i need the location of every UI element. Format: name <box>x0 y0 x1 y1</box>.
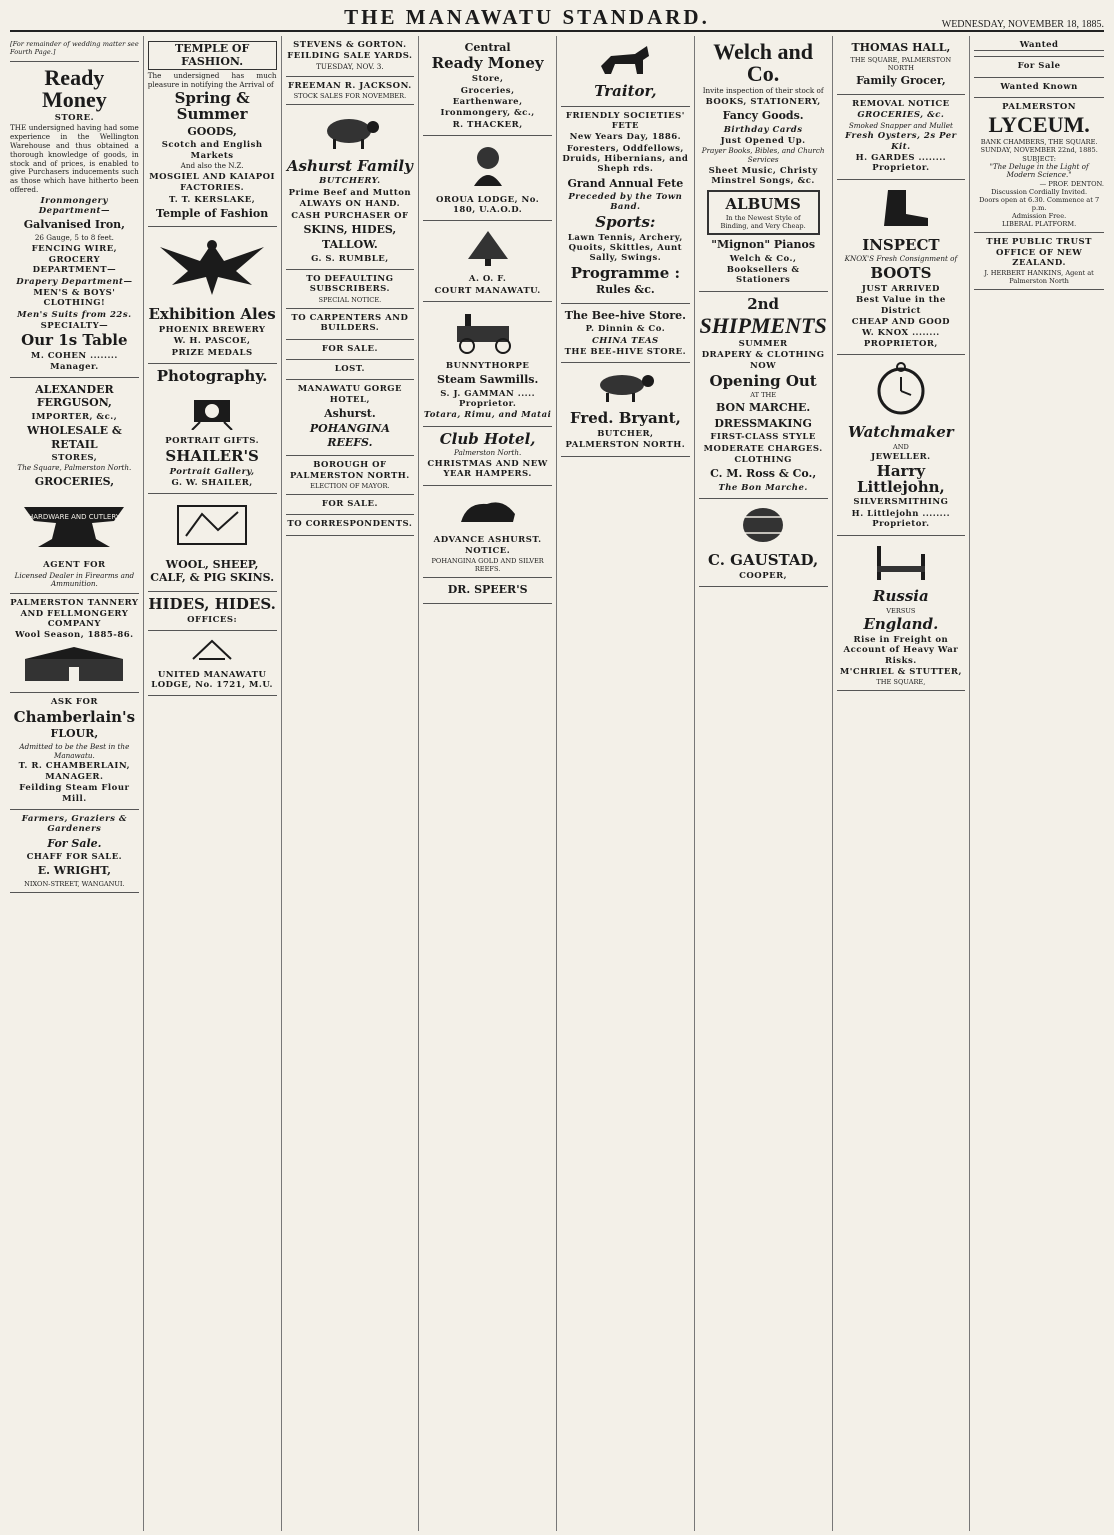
steam-sawmills: Steam Sawmills. <box>436 373 539 387</box>
foresters: Foresters, Oddfellows, Druids, Hibernians, and Sheph rds. <box>562 143 689 175</box>
exhibition-ales: Exhibition Ales <box>148 305 276 324</box>
groceries-2: Groceries, <box>460 85 515 96</box>
traitor-ad <box>561 36 690 107</box>
gorge-ashurst: Ashurst. <box>324 406 376 420</box>
shailer-name: G. W. SHAILER, <box>171 477 253 488</box>
dr-speer: DR. SPEER'S <box>447 583 528 597</box>
admitted-best: Admitted to be the Best in the Manawatu. <box>19 741 130 760</box>
lodge-heading: UNITED MANAWATU LODGE, No. 1721, M.U. <box>151 669 273 691</box>
at-the: AT THE <box>750 391 777 400</box>
tannery-heading: PALMERSTON TANNERY AND FELLMONGERY COMPANY <box>10 598 139 629</box>
traitor: Traitor, <box>594 81 657 100</box>
knox-ad <box>837 180 966 355</box>
column-4 <box>419 36 557 1531</box>
store-2: Store, <box>471 74 504 85</box>
deluge: "The Deluge in the Light of Modern Science." <box>989 161 1089 180</box>
gaustad-ad <box>699 499 828 587</box>
flour-heading: FLOUR, <box>50 727 99 741</box>
programme: Programme : <box>570 263 681 282</box>
ferguson-importer: IMPORTER, &c., <box>31 411 118 422</box>
removal-notice: REMOVAL NOTICE <box>852 98 950 109</box>
wanted-known-heading: Wanted Known <box>1000 81 1078 92</box>
steam-engine-icon <box>443 308 533 354</box>
column-7 <box>833 36 971 1531</box>
photography-ad <box>148 364 277 494</box>
books-stationery: BOOKS, STATIONERY, <box>705 96 821 107</box>
boot-icon <box>866 186 936 230</box>
harry-littlejohn: Harry Littlejohn, <box>856 461 945 496</box>
temple-heading: TEMPLE OF FASHION. <box>148 41 277 70</box>
portrait-gifts: PORTRAIT GIFTS. <box>165 436 260 447</box>
camera-icon <box>182 390 242 430</box>
cooper: COOPER, <box>739 570 788 581</box>
pocket-watch-icon <box>866 361 936 417</box>
advance-notice: NOTICE. <box>465 545 511 556</box>
discussion: Discussion Cordially Invited. <box>991 188 1088 197</box>
totara: Totara, Rimu, and Matai <box>423 410 552 421</box>
also-nz: And also the N.Z. <box>180 161 244 170</box>
exhibition-ad <box>148 227 277 364</box>
newspaper-title: THE MANAWATU STANDARD. <box>344 5 710 29</box>
cheap-good: CHEAP AND GOOD <box>851 316 951 327</box>
anvil-icon <box>14 493 134 553</box>
wool-heading: WOOL, SHEEP, CALF, & PIG SKINS. <box>150 558 275 585</box>
knox-name: W. KNOX ........ PROPRIETOR, <box>861 328 940 349</box>
sale-yards: FEILDING SALE YARDS. <box>287 51 413 62</box>
butchery: BUTCHERY. <box>319 176 381 187</box>
oroua-lodge-ad <box>423 136 552 222</box>
spring-summer: Spring & Summer <box>174 89 250 124</box>
gauge-text: 26 Gauge, 5 to 8 feet. <box>34 232 114 242</box>
lyceum-ad <box>974 98 1104 233</box>
clothing-6: CLOTHING <box>734 454 792 465</box>
wool-ad <box>148 494 277 592</box>
dinnin: P. Dinnin & Co. <box>585 324 666 335</box>
tallow: TALLOW. <box>322 238 378 252</box>
hall-ad <box>837 36 966 95</box>
grocery-dept: GROCERY DEPARTMENT— <box>32 254 117 276</box>
for-sale-section <box>974 57 1104 77</box>
temple-ad <box>148 36 277 227</box>
denton: — PROF. DENTON. <box>1039 180 1104 189</box>
gorge-heading: MANAWATU GORGE HOTEL, <box>297 384 402 405</box>
stevens-heading: STEVENS & GORTON. <box>293 40 407 50</box>
gardes: H. GARDES ........ Proprietor. <box>855 153 947 174</box>
best-value: Best Value in the District <box>856 295 946 316</box>
agent-for: AGENT FOR <box>43 560 106 571</box>
beehive-ad <box>561 304 690 363</box>
birthday-cards: Birthday Cards <box>723 124 803 135</box>
wanted-heading: Wanted <box>974 40 1104 51</box>
wright-name: E. WRIGHT, <box>37 864 112 878</box>
barrel-icon <box>733 505 793 545</box>
butcher-address: PALMERSTON NORTH. <box>565 440 686 451</box>
stores: STORES, <box>51 452 98 463</box>
gorge-hotel-ad <box>286 380 415 456</box>
issue-date: WEDNESDAY, NOVEMBER 18, 1885. <box>941 19 1104 30</box>
store-heading: STORE. <box>54 113 95 124</box>
for-sale-heading: For Sale <box>1017 61 1061 72</box>
smoked-snapper: Smoked Snapper and Mullet <box>848 120 953 130</box>
mignon-pianos: "Mignon" Pianos <box>711 238 816 252</box>
tuesday: TUESDAY, NOV. 3. <box>316 61 384 71</box>
columns <box>6 36 1108 1531</box>
see-page-note: [For remainder of wedding matter see Fourth Page.] <box>10 40 139 57</box>
offices: OFFICES: <box>187 614 238 625</box>
phoenix-icon <box>152 233 272 299</box>
correspondents-heading: TO CORRESPONDENTS. <box>287 519 413 530</box>
store-text: THE undersigned having had some experience in the Wellington Warehouse and thus obtained a thorough knowledge of goods, in stock and of prices, is enabled to give Purchasers inducements such as those which have hitherto been offered. <box>10 123 139 194</box>
bon-marche: BON MARCHE. <box>716 401 811 415</box>
hall-square: THE SQUARE, PALMERSTON NORTH <box>850 56 952 73</box>
column-2 <box>144 36 282 1531</box>
ask-for: ASK FOR <box>50 697 98 708</box>
fencing-wire: FENCING WIRE, <box>31 243 118 254</box>
friendly-societies: FRIENDLY SOCIETIES' FETE <box>565 110 685 131</box>
sports: Sports: <box>595 212 656 231</box>
littlejohn-proprietor: H. Littlejohn ........ Proprietor. <box>851 508 951 530</box>
for-sale-ad-2 <box>286 495 415 515</box>
removal-ad <box>837 95 966 180</box>
welch-heading: Welch and Co. <box>713 39 813 86</box>
and-text: AND <box>892 442 909 451</box>
photography-heading: Photography. <box>156 366 268 385</box>
temple-intro: The undersigned has much pleasure in notifying the Arrival of <box>147 70 277 89</box>
ashurst-family: Ashurst Family <box>286 156 413 175</box>
boots: BOOTS <box>870 264 932 283</box>
court-manawatu: COURT MANAWATU. <box>434 285 541 296</box>
tannery-ad <box>10 594 139 693</box>
groceries-heading: GROCERIES, <box>34 475 115 489</box>
election-mayor: ELECTION OF MAYOR. <box>310 481 390 490</box>
central-store-ad <box>423 36 552 136</box>
hardware-label: HARDWARE AND CUTLERY <box>28 513 121 522</box>
drapery-dept: Drapery Department— <box>16 276 133 287</box>
dressmaking: DRESSMAKING <box>714 416 812 430</box>
bank-chambers: BANK CHAMBERS, THE SQUARE. <box>980 138 1098 147</box>
horse-icon <box>595 42 655 76</box>
jeweller: JEWELLER. <box>871 451 931 462</box>
our-table: Our 1s Table <box>21 331 128 350</box>
town-band: Preceded by the Town Band. <box>568 192 683 213</box>
factories: FACTORIES. <box>180 183 245 194</box>
gamman: S. J. GAMMAN ..... Proprietor. <box>440 388 536 409</box>
builders-ad <box>286 309 415 340</box>
china-teas: CHINA TEAS <box>592 335 659 346</box>
club-hotel-ad <box>423 427 552 486</box>
butchery-ad <box>286 105 415 270</box>
forester-emblem-icon <box>458 227 518 267</box>
special-notice: SPECIAL NOTICE. <box>318 295 382 304</box>
galvanised-iron: Galvanised Iron, <box>23 218 125 232</box>
lawn-tennis: Lawn Tennis, Archery, Quoits, Skittles, Aunt Sally, Swings. <box>567 232 683 264</box>
tannery-sign-icon <box>172 500 252 550</box>
chamberlain-ad <box>10 693 139 810</box>
freeman-heading: FREEMAN R. JACKSON. <box>287 80 412 91</box>
cohen-manager: M. COHEN ........ Manager. <box>30 351 118 372</box>
littlejohn-ad <box>837 355 966 536</box>
earthenware: Earthenware, <box>452 96 523 107</box>
bon-marche-2: The Bon Marche. <box>718 482 808 493</box>
palmerston: PALMERSTON <box>1002 102 1077 113</box>
just-arrived: JUST ARRIVED <box>861 283 940 294</box>
russia: Russia <box>873 587 929 606</box>
booksellers: Booksellers & Stationers <box>726 265 800 286</box>
second: 2nd <box>747 294 780 313</box>
tannery-building-icon <box>19 645 129 683</box>
chamberlain-heading: Chamberlain's <box>13 707 136 726</box>
hides-ad <box>148 592 277 631</box>
beehive-store: The Bee-hive Store. <box>564 308 686 322</box>
column-8 <box>970 36 1108 1531</box>
bed-icon <box>871 542 931 582</box>
albums-box <box>707 190 820 236</box>
christmas-hampers: CHRISTMAS AND NEW YEAR HAMPERS. <box>427 459 548 480</box>
new-years-day: New Years Day, 1886. <box>569 132 682 143</box>
speer-ad <box>423 578 552 603</box>
club-hotel: Club Hotel, <box>439 429 536 448</box>
rules: Rules &c. <box>595 283 655 297</box>
butcher: BUTCHER, <box>597 428 654 439</box>
watchmaker: Watchmaker <box>848 422 954 441</box>
wool-season: Wool Season, 1885-86. <box>15 630 134 641</box>
licensed-dealer: Licensed Dealer in Firearms and Ammunition. <box>14 570 135 589</box>
prime-beef: Prime Beef and Mutton <box>288 187 412 198</box>
silversmithing: SILVERSMITHING <box>853 497 949 508</box>
freight: Rise in Freight on Account of Heavy War Risks. <box>843 634 959 666</box>
sale-ad <box>286 340 415 360</box>
drapery-clothing: DRAPERY & CLOTHING <box>701 349 825 360</box>
masthead <box>10 6 1104 32</box>
rumble: G. S. RUMBLE, <box>311 253 389 264</box>
ready-money-ad <box>10 62 139 378</box>
column-5 <box>557 36 695 1531</box>
ready-money-2: Ready Money <box>431 54 544 73</box>
knox-fresh: KNOX'S Fresh Consignment of <box>844 254 958 264</box>
thomas-hall: THOMAS HALL, <box>851 41 951 54</box>
always-on-hand: ALWAYS ON HAND. <box>299 199 401 210</box>
skins-hides: SKINS, HIDES, <box>303 222 397 236</box>
lodge-ad <box>148 631 277 697</box>
prize-medals: PRIZE MEDALS <box>171 347 253 358</box>
advance-ashurst: ADVANCE ASHURST. <box>433 534 542 545</box>
gaustad: C. GAUSTAD, <box>708 550 819 569</box>
borough-heading: BOROUGH OF PALMERSTON NORTH. <box>289 460 410 481</box>
chaff-for-sale: CHAFF FOR SALE. <box>26 852 123 863</box>
ironmongery-2: Ironmongery, &c., <box>440 108 535 119</box>
lost-heading: LOST. <box>334 363 365 374</box>
farmers-ad <box>10 810 139 893</box>
albums: ALBUMS <box>725 194 801 213</box>
markets: Scotch and English Markets <box>161 140 263 161</box>
subscribers-ad <box>286 270 415 309</box>
inspect: INSPECT <box>862 235 940 254</box>
england: England. <box>863 615 939 634</box>
wanted-section <box>974 36 1104 57</box>
shipments: SHIPMENTS <box>699 312 827 338</box>
cash-purchaser: CASH PURCHASER OF <box>291 210 409 221</box>
versus: VERSUS <box>886 607 916 616</box>
builders-heading: TO CARPENTERS AND BUILDERS. <box>291 312 409 334</box>
hankins: J. HERBERT HANKINS, Agent at Palmerston North <box>984 269 1094 286</box>
central: Central <box>464 41 511 54</box>
admission: Admission Free. <box>1012 212 1067 221</box>
farmers-heading: Farmers, Graziers & Gardeners <box>21 813 127 835</box>
aof-ad <box>423 221 552 302</box>
ready-money-heading: Ready Money <box>41 65 107 113</box>
bunnythorpe: BUNNYTHORPE <box>445 360 530 371</box>
aof: A. O. F. <box>468 274 507 285</box>
public-trust: THE PUBLIC TRUST OFFICE OF NEW ZEALAND. <box>986 237 1092 268</box>
speciality: SPECIALTY— <box>40 321 109 332</box>
mosgiel: MOSGIEL AND KAIAPOI <box>149 171 276 182</box>
portrait-gallery: Portrait Gallery, <box>169 466 255 477</box>
ferguson-address: The Square, Palmerston North. <box>17 463 132 473</box>
clothing: MEN'S & BOYS' CLOTHING! <box>33 288 116 309</box>
ferguson-name: ALEXANDER FERGUSON, <box>35 382 114 410</box>
defaulting-heading: TO DEFAULTING SUBSCRIBERS. <box>306 274 394 295</box>
ironmongery-dept: Ironmongery Department— <box>38 195 110 217</box>
druid-portrait-icon <box>466 142 510 188</box>
for-sale-2: FOR SALE. <box>321 498 378 509</box>
thacker: R. THACKER, <box>452 119 523 130</box>
wanted-known-section <box>974 78 1104 98</box>
just-opened: Just Opened Up. <box>720 135 806 146</box>
prayer-books: Prayer Books, Bibles, and Church Services <box>701 146 825 165</box>
hides-heading: HIDES, HIDES. <box>148 594 276 613</box>
stock-sales: STOCK SALES FOR NOVEMBER. <box>293 91 407 100</box>
freeman-ad <box>286 77 415 105</box>
ferguson-ad <box>10 378 139 594</box>
column-1 <box>6 36 144 1531</box>
sheet-music: Sheet Music, Christy Minstrel Songs, &c. <box>708 165 818 187</box>
fancy-goods: Fancy Goods. <box>722 109 804 123</box>
mitchell-address: THE SQUARE, <box>876 678 926 687</box>
albums-text: In the Newest Style of Binding, and Very Cheap. <box>720 214 806 231</box>
oroua-lodge: OROUA LODGE, No. 180, U.A.O.D. <box>436 194 540 216</box>
subject: SUBJECT: <box>1022 154 1057 163</box>
mens-suits: Men's Suits from 22s. <box>17 309 132 320</box>
summer: SUMMER <box>738 338 788 349</box>
doors-open: Doors open at 6.30. Commence at 7 p.m. <box>979 196 1100 213</box>
grand-fete: Grand Annual Fete <box>567 176 684 190</box>
feilding-mill: Feilding Steam Flour Mill. <box>19 783 130 804</box>
welch-name-2: Welch & Co., <box>729 253 797 264</box>
sheep-icon <box>315 111 385 151</box>
shailers: SHAILER'S <box>165 446 259 465</box>
column-3 <box>282 36 420 1531</box>
fred-bryant: Fred. Bryant, <box>569 409 681 428</box>
beehive-store-2: THE BEE-HIVE STORE. <box>564 346 687 357</box>
phoenix-brewery: PHOENIX BREWERY <box>158 324 266 335</box>
bryant-ad <box>561 363 690 456</box>
welch-ad <box>699 36 828 292</box>
pohangina-reefs: POHANGINA REEFS. <box>309 422 390 449</box>
mill-manager: T. R. CHAMBERLAIN, MANAGER. <box>18 761 131 782</box>
gardes-groceries: GROCERIES, &c. <box>857 110 945 121</box>
lyceum: LYCEUM. <box>988 112 1090 138</box>
liberal-platform: LIBERAL PLATFORM. <box>1001 220 1077 229</box>
borough-ad <box>286 456 415 495</box>
gold-reefs: POHANGINA GOLD AND SILVER REEFS. <box>431 557 544 574</box>
ross: C. M. Ross & Co., <box>710 467 817 481</box>
moderate-charges: MODERATE CHARGES. <box>703 443 823 454</box>
opening-out: Opening Out <box>709 371 817 390</box>
now: NOW <box>750 361 777 372</box>
kerslake: T. T. KERSLAKE, <box>168 194 256 205</box>
sawmills-ad <box>423 302 552 427</box>
lion-icon <box>453 492 523 528</box>
farmers-for-sale: For Sale. <box>47 836 102 850</box>
stevens-ad <box>286 36 415 77</box>
public-trust-ad <box>974 233 1104 290</box>
goods: GOODS, <box>187 124 237 138</box>
advance-ad <box>423 486 552 579</box>
club-place: Palmerston North. <box>453 448 522 458</box>
column-6 <box>695 36 833 1531</box>
lodge-emblem-icon <box>187 637 237 663</box>
fete-ad <box>561 107 690 304</box>
russia-ad <box>837 536 966 692</box>
lost-ad <box>286 360 415 380</box>
wright-address: NIXON-STREET, WANGANUI. <box>24 879 125 888</box>
wholesale-retail: WHOLESALE & RETAIL <box>26 424 122 451</box>
cow-icon <box>590 369 660 403</box>
temple-fashion: Temple of Fashion <box>156 206 269 220</box>
bon-marche-ad <box>699 292 828 499</box>
sunday-date: SUNDAY, NOVEMBER 22nd, 1885. <box>980 146 1098 155</box>
first-class: FIRST-CLASS STYLE <box>710 432 816 443</box>
family-grocer: Family Grocer, <box>856 74 946 88</box>
fresh-oysters: Fresh Oysters, 2s Per Kit. <box>845 131 957 152</box>
correspondents-ad <box>286 515 415 535</box>
sale-heading: FOR SALE. <box>321 343 378 354</box>
welch-invite: Invite inspection of their stock of <box>702 86 824 95</box>
mitchell: M'CHRIEL & STUTTER, <box>839 666 962 677</box>
pascoe: W. H. PASCOE, <box>173 336 251 347</box>
